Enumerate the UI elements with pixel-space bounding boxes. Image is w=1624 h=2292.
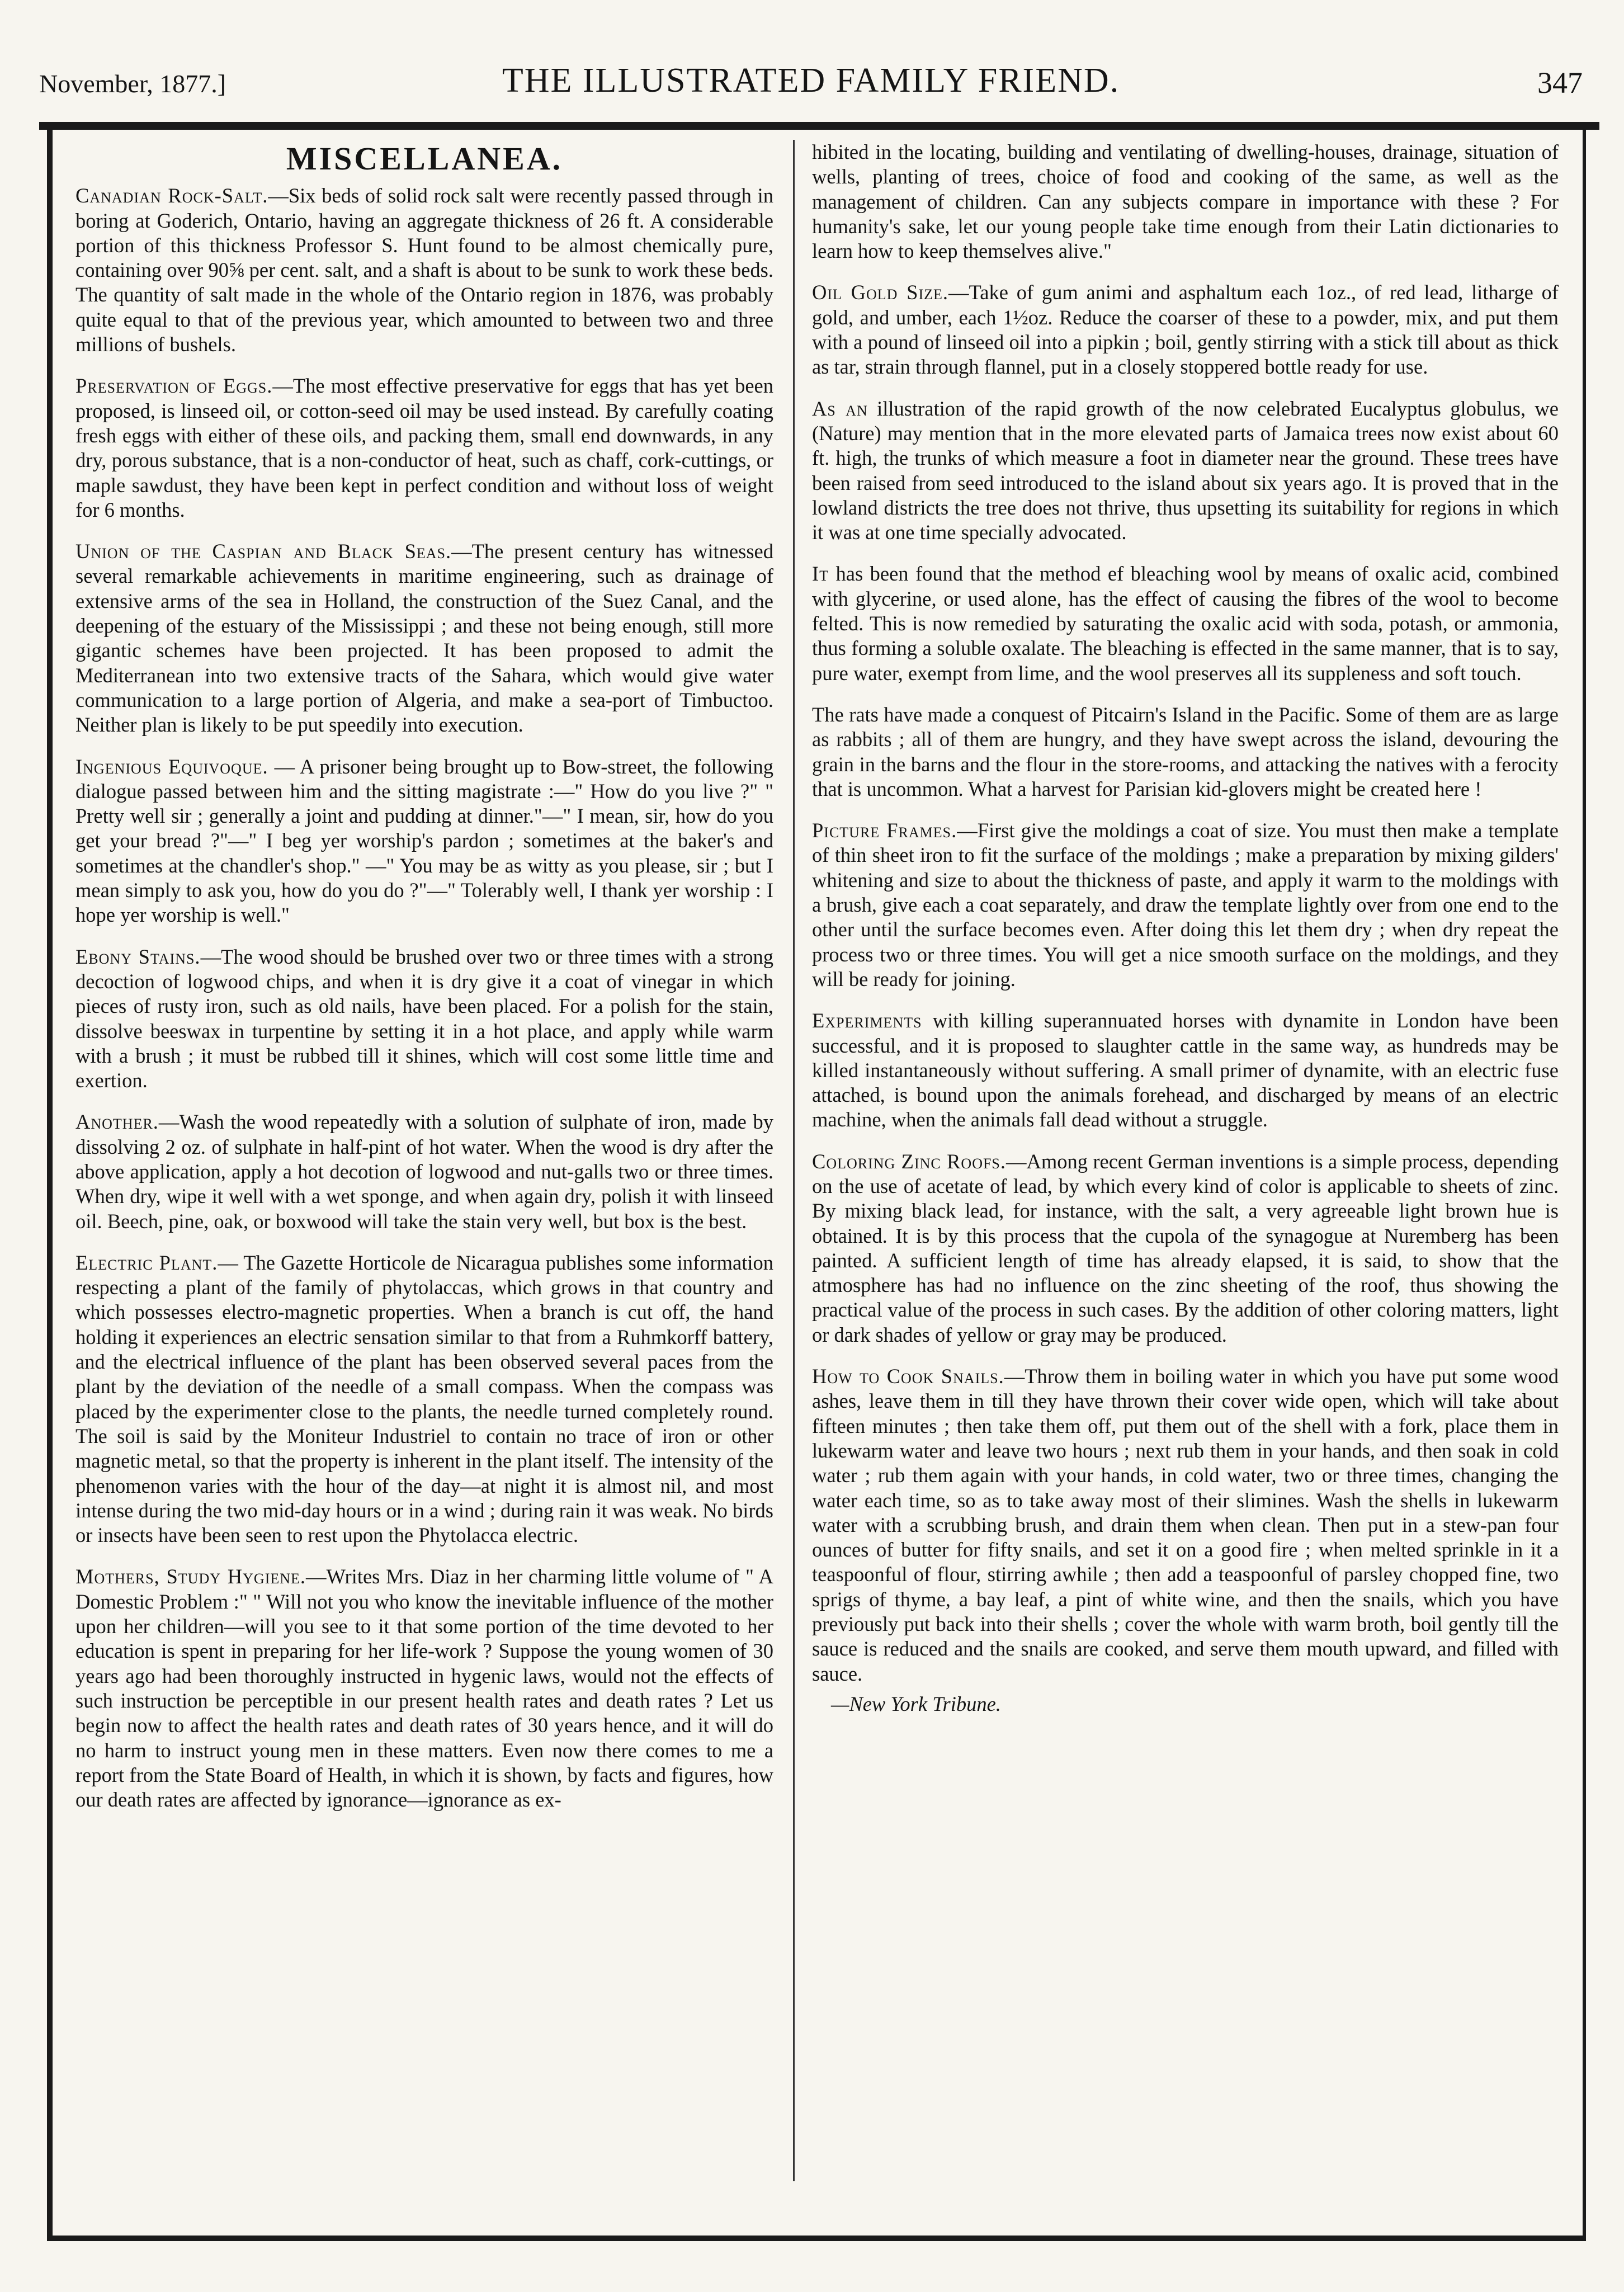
article-paragraph (75, 183, 773, 357)
article-heading: Union of the Caspian and Black Seas. (75, 540, 452, 563)
article-heading: Oil Gold Size. (812, 281, 949, 304)
article-body: hibited in the locating, building and ventilating of dwelling-houses, drainage, situation of wells, planting of trees, choice of food and cooking of the same, as well as the management of children. Can any subjects compare in importance with these ? For humanity's sake, let our young people take time enough from their Latin dictionaries to learn how to keep themselves alive." (812, 140, 1559, 263)
article-paragraph (75, 1110, 773, 1233)
article-body: —First give the moldings a coat of size. You must then make a template of thin sheet iron to fit the surface of the moldings ; make a preparation by mixing gilders' whitening and size to about the thickness of paste, and apply it warm to the moldings with a brush, give each a coat separately, and draw the template lightly over from one end to the other until the surface becomes even. After doing this let them dry ; when dry repeat the process two or three times. You will get a nice smooth surface on the moldings, and they will be ready for joining. (812, 819, 1559, 991)
article-heading: As an (812, 397, 868, 420)
article-body: —Take of gum animi and asphaltum each 1oz., of red lead, litharge of gold, and umber, each 1½oz. Reduce the coarser of these to a powder, mix, and put them with a pound of linseed oil into a pipkin ; boil, gently stirring with a stick till about as thick as tar, strain through flannel, put in a closely stoppered bottle ready for use. (812, 281, 1559, 379)
article-heading: Another. (75, 1110, 159, 1134)
article-paragraph (812, 1008, 1559, 1132)
article-body: with killing superannuated horses with dynamite in London have been successful, and it is proposed to slaughter cattle in the same way, as hundreds may be killed instantaneously without suffering. A small primer of dynamite, with an electric fuse attached, is bound upon the animals forehead, and discharged by means of an electric machine, when the animals fall dead without a struggle. (812, 1009, 1559, 1131)
page-number: 347 (1537, 66, 1583, 100)
article-body: has been found that the method ef bleaching wool by means of oxalic acid, combined with glycerine, or used alone, has the effect of causing the fibres of the wool to become felted. This is now remedied by saturating the oxalic acid with soda, potash, or ammonia, thus forming a soluble oxalate. The bleaching is effected in the same manner, that is to say, pure water, exempt from lime, and the wool preserves all its suppleness and soft touch. (812, 562, 1559, 685)
article-body: —Throw them in boiling water in which you have put some wood ashes, leave them in till they have thrown their cover wide open, which will take about fifteen minutes ; then take them off, put them out of the shell with a fork, place them in lukewarm water and leave two hours ; next rub them in your hands, and then soak in cold water ; rub them again with your hands, in cold water, two or three times, changing the water each time, so as to take away most of their slimines. Wash the shells in lukewarm water with a scrubbing brush, and drain them when clean. Then put in a stew-pan four ounces of butter for fifty snails, and set it on a good fire ; when melted sprinkle in it a teaspoonful of flour, stirring awhile ; then add a teaspoonful of parsley chopped fine, two sprigs of thyme, a bay leaf, a pint of white wine, and then the snails, which you have previously put back into their shells ; cover the whole with warm broth, boil gently till the sauce is reduced and the snails are cooked, and serve them mouth upward, and filled with sauce. (812, 1365, 1559, 1685)
article-paragraph (812, 1364, 1559, 1686)
page-header (39, 53, 1583, 109)
article-paragraph (812, 397, 1559, 545)
article-body: —Wash the wood repeatedly with a solution of sulphate of iron, made by dissolving 2 oz. of sulphate in half-pint of hot water. When the wood is dry after the above application, apply a hot decotion of logwood and nut-galls two or three times. When dry, wipe it well with a wet sponge, and when again dry, polish it with linseed oil. Beech, pine, oak, or boxwood will take the stain very well, but box is the best. (75, 1110, 773, 1233)
article-body: illustration of the rapid growth of the now celebrated Eucalyptus globulus, we (Nature) may mention that in the more elevated parts of Jamaica trees now exist about 60 ft. high, the trunks of which measure a foot in diameter near the ground. These trees have been raised from seed introduced to the island about six years ago. It is proved that in the lowland districts the tree does not thrive, thus upsetting its suitability for regions in which it was at one time specially advocated. (812, 397, 1559, 544)
section-title: MISCELLANEA. (286, 140, 563, 177)
article-paragraph (75, 539, 773, 737)
issue-date: November, 1877.] (39, 69, 226, 98)
article-body: —Six beds of solid rock salt were recently passed through in boring at Goderich, Ontario, having an aggregate thickness of 26 ft. A considerable portion of this thickness Professor S. Hunt found to be almost chemically pure, containing over 90⅝ per cent. salt, and a shaft is about to be sunk to work these beds. The quantity of salt made in the whole of the Ontario region in 1876, was probably quite equal to that of the previous year, which amounted to between two and three millions of bushels. (75, 184, 773, 356)
article-body: — The Gazette Horticole de Nicaragua publishes some information respecting a plant of the family of phytolaccas, which grows in that country and which possesses electro-magnetic properties. When a branch is cut off, the hand holding it experiences an electric sensation similar to that from a Ruhmkorff battery, and the electrical influence of the plant has been observed several paces from the plant by the deviation of the needle of a small compass. When the compass was placed by the experimenter close to the plants, the needle turned completely round. The soil is said by the Moniteur Industriel to contain no trace of iron or other magnetic metal, so that the property is inherent in the plant itself. The intensity of the phenomenon varies with the hour of the day—at night it is almost nil, and most intense during the two mid-day hours or in a wind ; during rain it was weak. No birds or insects have been seen to rest upon the Phytolacca electric. (75, 1251, 773, 1547)
article-paragraph (812, 702, 1559, 801)
article-paragraph (812, 562, 1559, 685)
header-rule (39, 122, 1599, 130)
article-paragraph (812, 1149, 1559, 1347)
article-heading: How to Cook Snails. (812, 1365, 1004, 1388)
article-heading: Canadian Rock-Salt. (75, 184, 268, 207)
source-signature: —New York Tribune. (831, 1692, 1001, 1715)
article-heading: Coloring Zinc Roofs. (812, 1149, 1007, 1173)
article-body: —The most effective preservative for eggs that has yet been proposed, is linseed oil, or cotton-seed oil may be used instead. By carefully coating fresh eggs with either of these oils, and packing them, small end downwards, in any dry, porous substance, that is a non-conductor of heat, such as chaff, cork-cuttings, or maple sawdust, they have been kept in perfect condition and without loss of weight for 6 months. (75, 374, 773, 521)
left-column (75, 140, 773, 1829)
article-heading: Ebony Stains. (75, 945, 201, 968)
article-heading: It (812, 562, 829, 586)
publication-title: THE ILLUSTRATED FAMILY FRIEND. (502, 62, 1120, 100)
column-divider (793, 140, 795, 2181)
article-paragraph (75, 1251, 773, 1548)
article-heading: Ingenious Equivoque. (75, 754, 268, 778)
article-body: —The wood should be brushed over two or three times with a strong decoction of logwood chips, and when it is dry give it a coat of vinegar in which pieces of rusty iron, such as old nails, have been placed. For a polish for the stain, dissolve beeswax in turpentine by setting it in a hot place, and apply while warm with a brush ; it must be rubbed till it shines, which will cost some little time and exertion. (75, 945, 773, 1092)
article-body: —Writes Mrs. Diaz in her charming little volume of " A Domestic Problem :" " Will not you who know the inevitable influence of the mother upon her children—will you see to it that some portion of the time devoted to her education is spent in preparing for her life-work ? Suppose the young women of 30 years ago had been thoroughly instructed in hygenic laws, would not the effects of such instruction be perceptible in our present health rates and death rates ? Let us begin now to affect the health rates and death rates of 30 years hence, and it will do no harm to instruct young men in these matters. Even now there comes to me a report from the State Board of Health, in which it is shown, by facts and figures, how our death rates are affected by ignorance—ignorance as ex- (75, 1565, 773, 1812)
article-heading: Mothers, Study Hygiene. (75, 1565, 306, 1588)
article-body: —The present century has witnessed several remarkable achievements in maritime engineering, such as drainage of extensive arms of the sea in Holland, the construction of the Suez Canal, and the deepening of the estuary of the Mississippi ; and these not being enough, still more gigantic schemes have been projected. It has been proposed to admit the Mediterranean into two extensive tracts of the Sahara, which would give water communication to a large portion of Algeria, and make a sea-port of Timbuctoo. Neither plan is likely to be put speedily into execution. (75, 540, 773, 737)
article-paragraph (75, 754, 773, 928)
right-column (812, 140, 1559, 1716)
article-paragraph (75, 1564, 773, 1812)
article-body: — A prisoner being brought up to Bow-street, the following dialogue passed between him and the sitting magistrate :—" How do you live ?" " Pretty well sir ; generally a joint and pudding at dinner."—" I mean, sir, how do you get your bread ?"—" I beg yer worship's pardon ; sometimes at the baker's and sometimes at the chandler's shop." —" You may be as witty as you please, sir ; but I mean simply to ask you, how do you do ?"—" Tolerably well, I thank yer worship : I hope yer worship is well." (75, 754, 773, 927)
article-body: The rats have made a conquest of Pitcairn's Island in the Pacific. Some of them are as large as rabbits ; all of them are hungry, and they have swept across the island, devouring the grain in the barns and the flour in the store-rooms, and attacking the natives with a ferocity that is uncommon. What a harvest for Parisian kid-glovers might be created here ! (812, 702, 1559, 800)
article-paragraph (812, 280, 1559, 379)
article-paragraph (812, 818, 1559, 992)
article-paragraph (75, 945, 773, 1093)
article-heading: Experiments (812, 1009, 922, 1032)
article-body: —Among recent German inventions is a simple process, depending on the use of acetate of lead, by which every kind of color is applicable to sheets of zinc. By mixing black lead, for instance, with the salt, a very agreeable light brown hue is obtained. It is by this process that the cupola of the synagogue at Nuremberg has been painted. A sufficient length of time has already elapsed, it is said, to show that the atmosphere has had no influence on the zinc sheeting of the roof, thus showing the practical value of the process in such cases. By the addition of other coloring matters, light or dark shades of yellow or gray may be produced. (812, 1149, 1559, 1346)
article-paragraph (75, 374, 773, 522)
article-heading: Preservation of Eggs. (75, 374, 273, 398)
article-paragraph (812, 140, 1559, 263)
article-heading: Electric Plant. (75, 1251, 218, 1274)
article-heading: Picture Frames. (812, 819, 957, 842)
